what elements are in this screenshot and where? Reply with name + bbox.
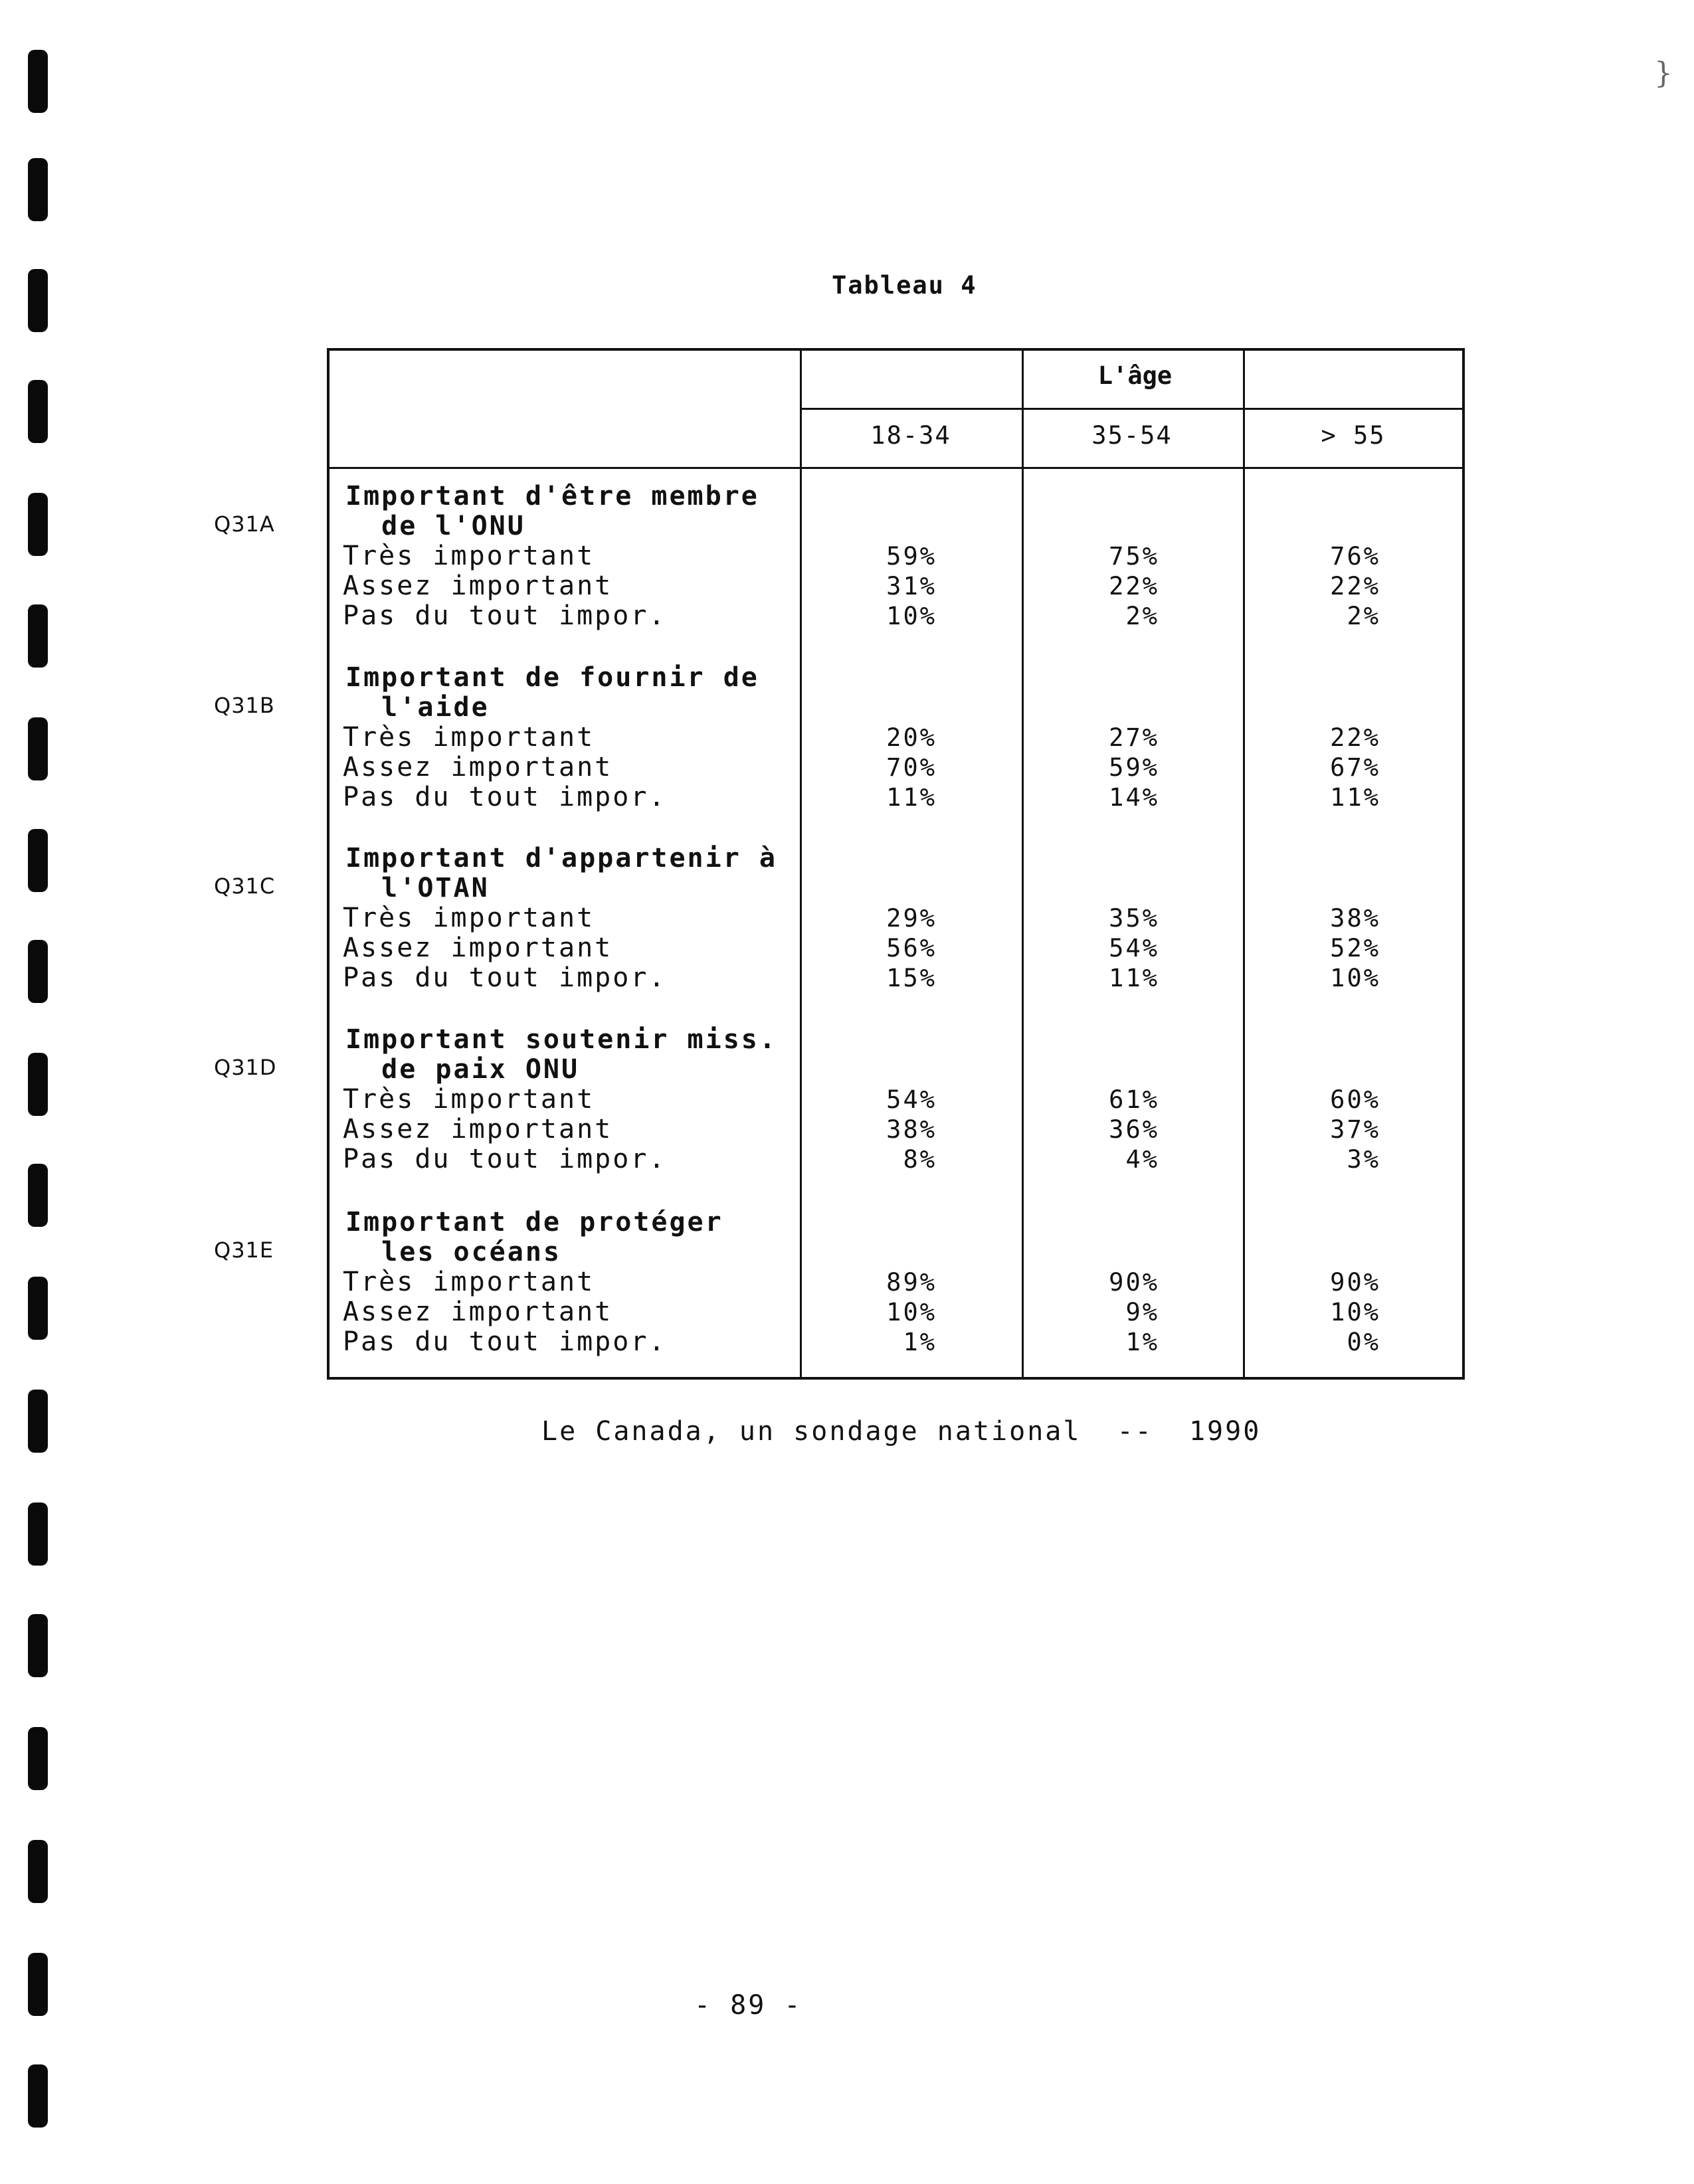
table-title: Tableau 4 [832, 271, 977, 300]
value-cell: 8% [903, 1145, 937, 1174]
value-cell: 38% [1330, 904, 1380, 933]
binder-hole [28, 1164, 48, 1227]
corner-mark: } [1654, 56, 1673, 90]
column-divider [800, 351, 802, 1377]
value-cell: 67% [1330, 753, 1380, 782]
value-cell: 27% [1109, 723, 1159, 752]
value-cell: 59% [886, 542, 937, 571]
row-label: Pas du tout impor. [343, 1144, 667, 1174]
binder-hole [28, 1727, 48, 1790]
row-label: Très important [343, 541, 595, 571]
binder-hole [28, 2064, 48, 2128]
column-divider [1243, 351, 1245, 1377]
value-cell: 14% [1109, 783, 1159, 812]
row-label: Pas du tout impor. [343, 1326, 667, 1357]
value-cell: 2% [1125, 602, 1159, 630]
row-label: Pas du tout impor. [343, 962, 667, 993]
group-title: Important d'être membre [345, 481, 759, 511]
row-label: Assez important [343, 933, 613, 963]
row-label: Pas du tout impor. [343, 782, 667, 812]
value-cell: 4% [1125, 1145, 1159, 1174]
value-cell: 54% [886, 1085, 937, 1114]
group-title: Important de protéger [345, 1207, 723, 1237]
column-header-55-plus: > 55 [1321, 421, 1386, 450]
value-cell: 15% [886, 964, 937, 992]
binder-hole [28, 1277, 48, 1340]
value-cell: 54% [1109, 934, 1159, 962]
question-code: Q31D [214, 1055, 277, 1080]
row-label: Très important [343, 903, 595, 933]
value-cell: 2% [1347, 602, 1380, 630]
value-cell: 11% [1109, 964, 1159, 992]
binder-hole [28, 493, 48, 556]
question-code: Q31E [214, 1237, 274, 1263]
binder-hole [28, 604, 48, 668]
value-cell: 1% [1125, 1328, 1159, 1356]
value-cell: 56% [886, 934, 937, 962]
binder-hole [28, 940, 48, 1003]
group-title: Important d'appartenir à [345, 843, 777, 873]
binder-hole [28, 380, 48, 443]
header-divider [329, 467, 1462, 469]
value-cell: 22% [1330, 572, 1380, 600]
value-cell: 31% [886, 572, 937, 600]
column-header-18-34: 18-34 [870, 421, 951, 450]
value-cell: 10% [1330, 1298, 1380, 1326]
question-code: Q31C [214, 873, 276, 899]
row-label: Assez important [343, 752, 613, 782]
value-cell: 9% [1125, 1298, 1159, 1326]
value-cell: 0% [1347, 1328, 1380, 1356]
binder-hole [28, 269, 48, 332]
value-cell: 11% [1330, 783, 1380, 812]
value-cell: 75% [1109, 542, 1159, 571]
value-cell: 11% [886, 783, 937, 812]
row-label: Très important [343, 1084, 595, 1115]
value-cell: 10% [886, 1298, 937, 1326]
binder-hole [28, 158, 48, 221]
binder-hole [28, 1390, 48, 1453]
binder-hole [28, 717, 48, 780]
column-divider [1022, 351, 1024, 1377]
binder-hole [28, 1502, 48, 1566]
row-label: Très important [343, 1267, 595, 1297]
value-cell: 10% [886, 602, 937, 630]
header-divider [800, 408, 1462, 410]
group-title: l'aide [345, 692, 490, 723]
row-label: Pas du tout impor. [343, 600, 667, 631]
value-cell: 89% [886, 1268, 937, 1297]
value-cell: 10% [1330, 964, 1380, 992]
value-cell: 70% [886, 753, 937, 782]
value-cell: 36% [1109, 1115, 1159, 1144]
column-header-35-54: 35-54 [1091, 421, 1173, 450]
value-cell: 29% [886, 904, 937, 933]
binder-hole [28, 1953, 48, 2016]
value-cell: 22% [1330, 723, 1380, 752]
binder-hole [28, 1053, 48, 1116]
binder-hole [28, 1840, 48, 1903]
group-title: Important soutenir miss. [345, 1024, 777, 1055]
value-cell: 90% [1109, 1268, 1159, 1297]
value-cell: 76% [1330, 542, 1380, 571]
question-code: Q31A [214, 511, 275, 537]
source-note: Le Canada, un sondage national -- 1990 [541, 1416, 1262, 1447]
value-cell: 3% [1347, 1145, 1380, 1174]
page-number: - 89 - [694, 1990, 802, 2021]
value-cell: 37% [1330, 1115, 1380, 1144]
value-cell: 35% [1109, 904, 1159, 933]
age-group-header: L'âge [1097, 361, 1173, 390]
value-cell: 52% [1330, 934, 1380, 962]
value-cell: 60% [1330, 1085, 1380, 1114]
binder-hole [28, 50, 48, 113]
binder-hole [28, 829, 48, 892]
group-title: les océans [345, 1237, 561, 1267]
question-code: Q31B [214, 693, 275, 718]
value-cell: 90% [1330, 1268, 1380, 1297]
row-label: Assez important [343, 1297, 613, 1327]
value-cell: 22% [1109, 572, 1159, 600]
group-title: de paix ONU [345, 1054, 580, 1085]
row-label: Très important [343, 722, 595, 753]
group-title: Important de fournir de [345, 662, 759, 693]
row-label: Assez important [343, 1114, 613, 1144]
value-cell: 20% [886, 723, 937, 752]
value-cell: 59% [1109, 753, 1159, 782]
row-label: Assez important [343, 571, 613, 601]
binder-hole [28, 1614, 48, 1677]
group-title: de l'ONU [345, 511, 525, 541]
value-cell: 38% [886, 1115, 937, 1144]
group-title: l'OTAN [345, 873, 490, 903]
value-cell: 1% [903, 1328, 937, 1356]
value-cell: 61% [1109, 1085, 1159, 1114]
